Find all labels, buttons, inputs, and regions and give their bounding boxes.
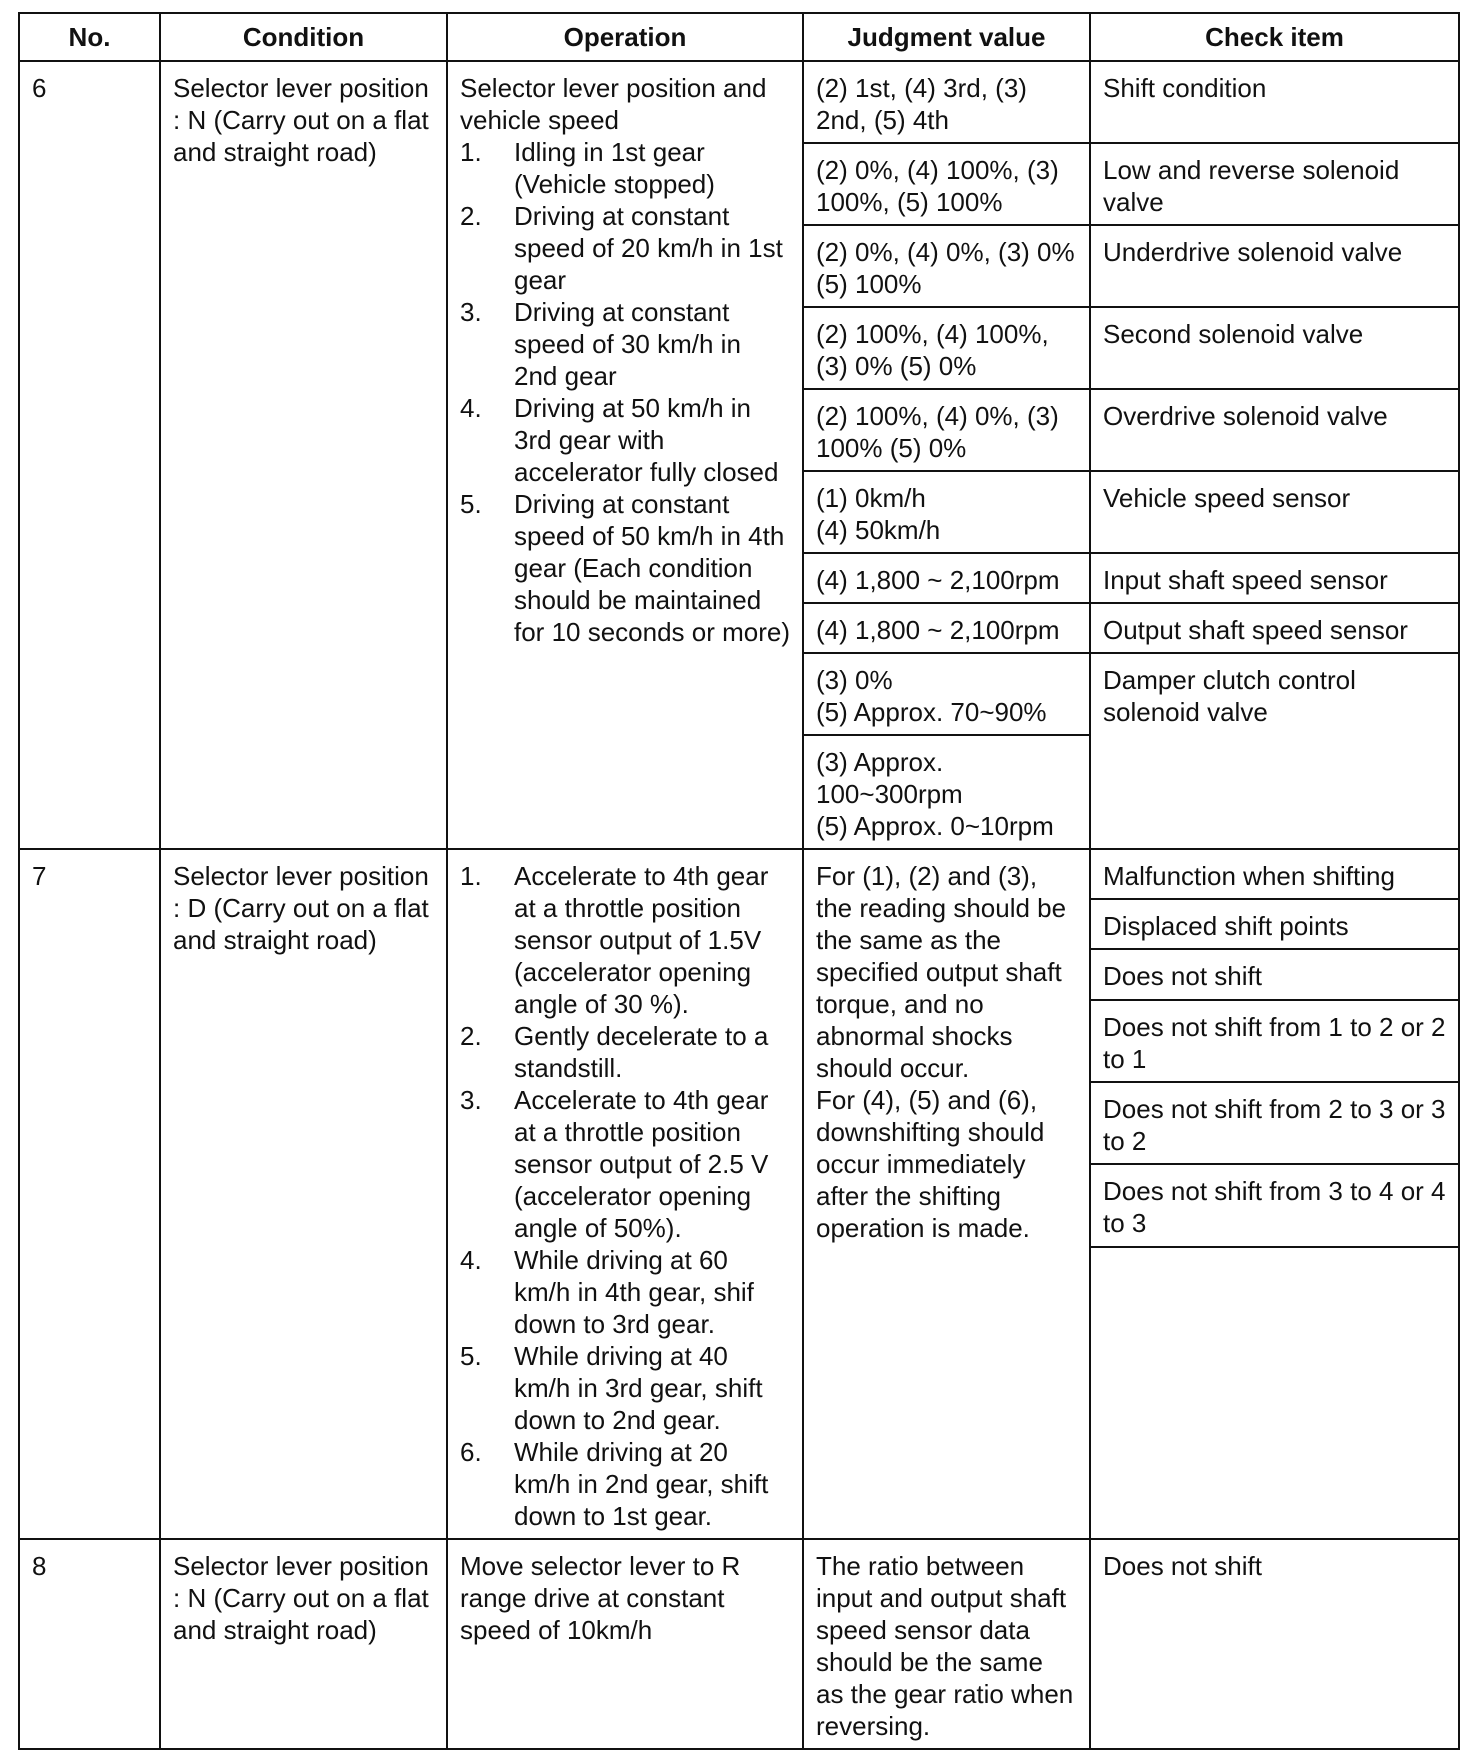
step-text: Driving at constant speed of 50 km/h in 4th gear (Each condition should be maintained for 10 seconds or more) [514, 489, 791, 647]
check-item: Displaced shift points [1090, 899, 1459, 949]
step-text: Accelerate to 4th gear at a throttle position sensor output of 1.5V (accelerator opening angle of 30 %). [514, 861, 769, 1019]
row-number: 6 [19, 61, 160, 849]
list-item [460, 1436, 790, 1532]
step-number: 2. [460, 1021, 482, 1051]
list-item [460, 1244, 790, 1340]
check-item: Does not shift from 2 to 3 or 3 to 2 [1090, 1082, 1459, 1164]
table-row [19, 1539, 1459, 1749]
check-item: Does not shift [1090, 1539, 1459, 1749]
operation-steps [460, 136, 790, 648]
condition-cell: Selector lever position : N (Carry out on a flat and straight road) [160, 1539, 447, 1749]
step-number: 1. [460, 861, 482, 891]
judgment-value: For (1), (2) and (3), the reading should be the same as the specified output shaft torque, and no abnormal shocks should occur. For (4), (5) and (6), downshifting should occur immediately after the shifting operation is made. [803, 849, 1090, 1539]
operation-intro: Selector lever position and vehicle speed [460, 73, 767, 135]
check-item: Second solenoid valve [1090, 307, 1459, 389]
step-number: 3. [460, 1085, 482, 1115]
check-item: Does not shift [1090, 949, 1459, 999]
operation-cell [447, 849, 803, 1539]
list-item [460, 860, 790, 1020]
check-item: Output shaft speed sensor [1090, 603, 1459, 653]
check-item: Overdrive solenoid valve [1090, 389, 1459, 471]
header-check-item: Check item [1090, 13, 1459, 61]
step-text: Driving at 50 km/h in 3rd gear with accelerator fully closed [514, 393, 779, 487]
step-text: Idling in 1st gear (Vehicle stopped) [514, 137, 715, 199]
check-item: Input shaft speed sensor [1090, 553, 1459, 603]
step-number: 5. [460, 1341, 482, 1371]
check-item: Low and reverse solenoid valve [1090, 143, 1459, 225]
condition-cell: Selector lever position : N (Carry out on a flat and straight road) [160, 61, 447, 849]
header-condition: Condition [160, 13, 447, 61]
judgment-value: (2) 1st, (4) 3rd, (3) 2nd, (5) 4th [803, 61, 1090, 143]
judgment-value: (2) 100%, (4) 100%, (3) 0% (5) 0% [803, 307, 1090, 389]
list-item [460, 1084, 790, 1244]
step-text: Driving at constant speed of 30 km/h in 2nd gear [514, 297, 741, 391]
check-item: Does not shift from 3 to 4 or 4 to 3 [1090, 1164, 1459, 1246]
step-number: 1. [460, 137, 482, 167]
table-row [19, 61, 1459, 143]
list-item [460, 1020, 790, 1084]
judgment-value: The ratio between input and output shaft speed sensor data should be the same as the gear ratio when reversing. [803, 1539, 1090, 1749]
check-item: Underdrive solenoid valve [1090, 225, 1459, 307]
list-item [460, 1340, 790, 1436]
judgment-value: (3) Approx. 100~300rpm (5) Approx. 0~10rpm [803, 735, 1090, 849]
row-number: 7 [19, 849, 160, 1539]
judgment-value: (1) 0km/h (4) 50km/h [803, 471, 1090, 553]
check-item: Malfunction when shifting [1090, 849, 1459, 899]
row-number: 8 [19, 1539, 160, 1749]
header-operation: Operation [447, 13, 803, 61]
list-item [460, 200, 790, 296]
step-text: While driving at 20 km/h in 2nd gear, shift down to 1st gear. [514, 1437, 769, 1531]
step-text: Accelerate to 4th gear at a throttle position sensor output of 2.5 V (accelerator opening angle of 50%). [514, 1085, 769, 1243]
table-row [19, 849, 1459, 899]
list-item [460, 392, 790, 488]
check-item: Does not shift from 1 to 2 or 2 to 1 [1090, 1000, 1459, 1082]
list-item [460, 136, 790, 200]
condition-cell: Selector lever position : D (Carry out on a flat and straight road) [160, 849, 447, 1539]
spec-table [18, 12, 1460, 1750]
judgment-value: (2) 0%, (4) 100%, (3) 100%, (5) 100% [803, 143, 1090, 225]
step-number: 6. [460, 1437, 482, 1467]
step-number: 5. [460, 489, 482, 519]
check-item: Vehicle speed sensor [1090, 471, 1459, 553]
step-number: 4. [460, 393, 482, 423]
judgment-value: (4) 1,800 ~ 2,100rpm [803, 553, 1090, 603]
step-text: Driving at constant speed of 20 km/h in 1st gear [514, 201, 783, 295]
list-item [460, 488, 790, 648]
operation-cell [447, 61, 803, 849]
step-text: Gently decelerate to a standstill. [514, 1021, 769, 1083]
step-text: While driving at 60 km/h in 4th gear, shif down to 3rd gear. [514, 1245, 754, 1339]
header-judgment-value: Judgment value [803, 13, 1090, 61]
header-no: No. [19, 13, 160, 61]
operation-steps [460, 860, 790, 1532]
judgment-value: (2) 100%, (4) 0%, (3) 100% (5) 0% [803, 389, 1090, 471]
judgment-value: (3) 0% (5) Approx. 70~90% [803, 653, 1090, 735]
judgment-value: (4) 1,800 ~ 2,100rpm [803, 603, 1090, 653]
header-row [19, 13, 1459, 61]
check-item: Damper clutch control solenoid valve [1090, 653, 1459, 849]
step-number: 2. [460, 201, 482, 231]
operation-cell: Move selector lever to R range drive at constant speed of 10km/h [447, 1539, 803, 1749]
step-text: While driving at 40 km/h in 3rd gear, shift down to 2nd gear. [514, 1341, 763, 1435]
step-number: 4. [460, 1245, 482, 1275]
check-item: Shift condition [1090, 61, 1459, 143]
check-item-empty [1090, 1247, 1459, 1539]
judgment-value: (2) 0%, (4) 0%, (3) 0% (5) 100% [803, 225, 1090, 307]
step-number: 3. [460, 297, 482, 327]
list-item [460, 296, 790, 392]
